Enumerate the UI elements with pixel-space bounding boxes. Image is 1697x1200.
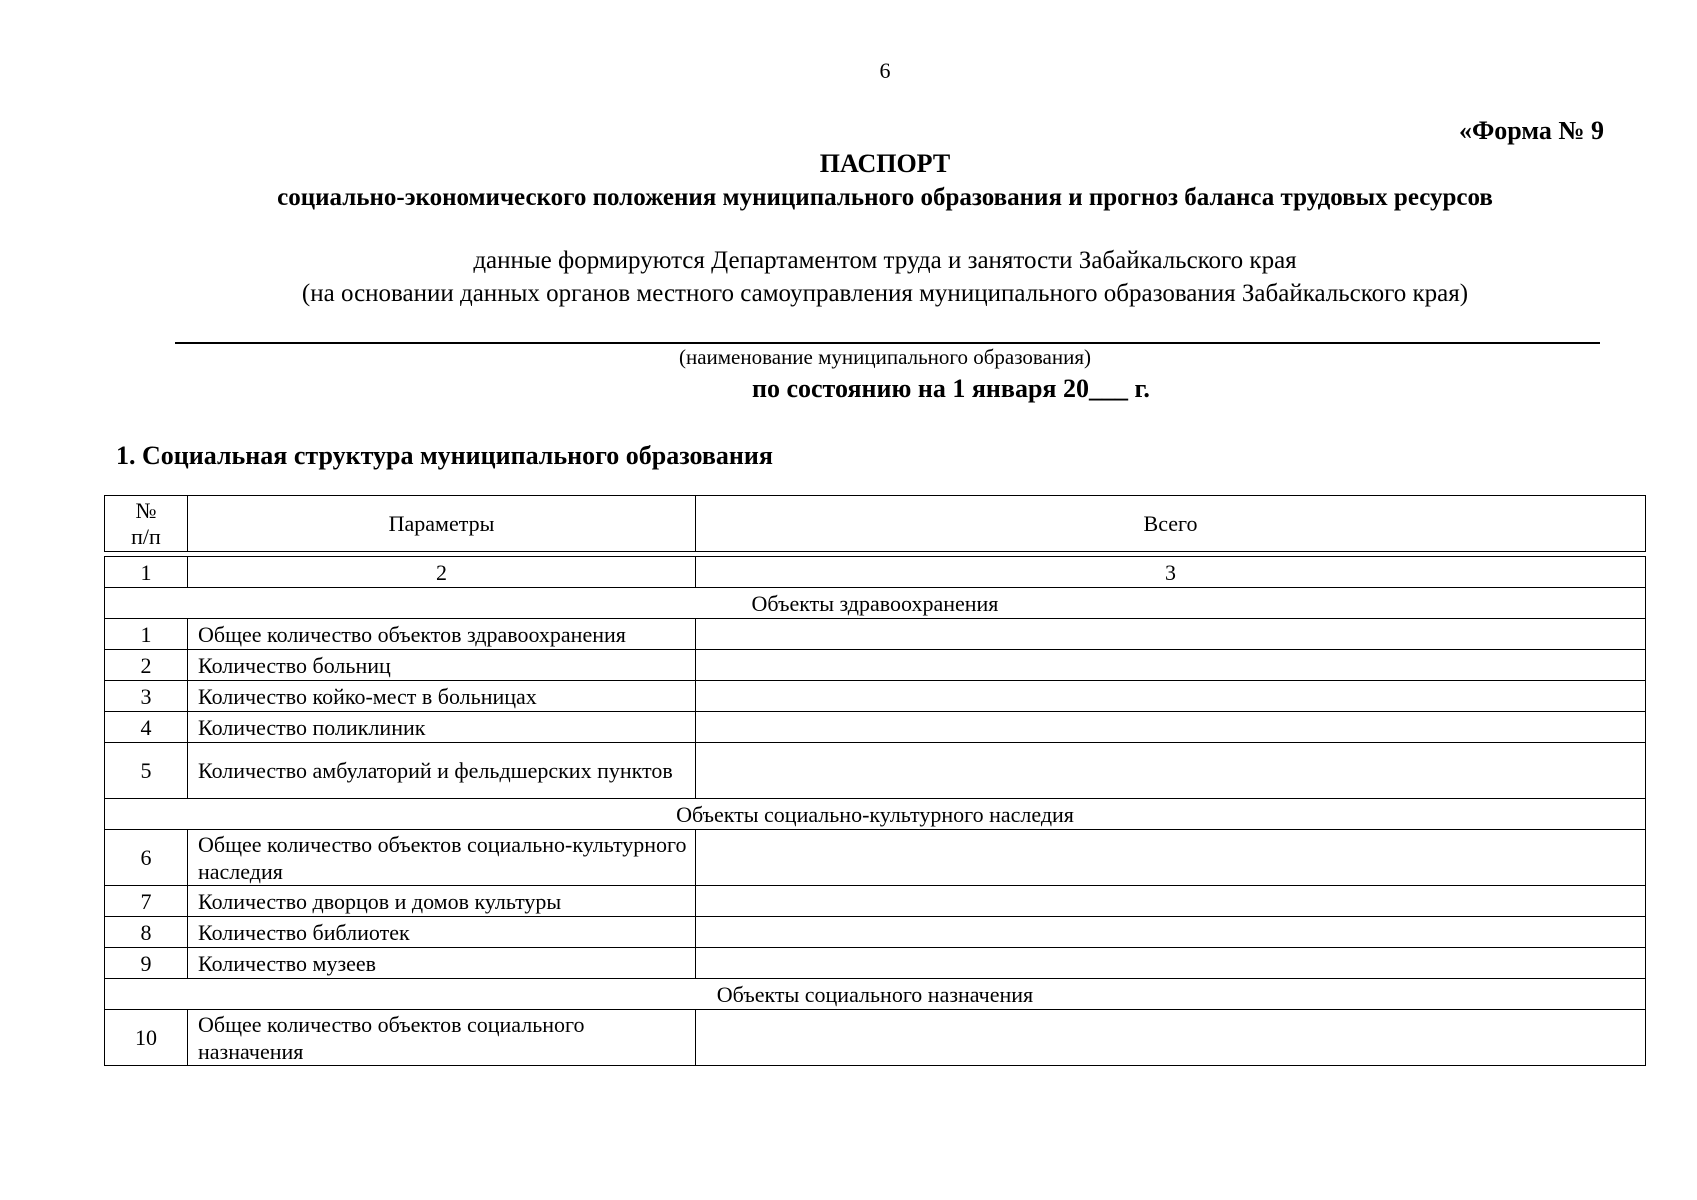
table-row — [105, 1010, 1646, 1066]
municipality-name-caption: (наименование муниципального образования) — [678, 345, 1092, 369]
header-num-line1: № — [135, 497, 157, 523]
row-total-value[interactable] — [696, 917, 1646, 948]
info-line-1: данные формируются Департаментом труда и занятости Забайкальского края — [473, 247, 1297, 274]
row-number: 8 — [105, 917, 188, 948]
municipality-name-line — [175, 342, 1600, 344]
table-header — [104, 495, 1646, 552]
table-row — [105, 917, 1646, 948]
table-row — [105, 681, 1646, 712]
section-title: 1. Социальная структура муниципального образования — [116, 441, 773, 470]
row-parameter: Количество амбулаторий и фельдшерских пунктов — [188, 743, 696, 799]
social-structure-table — [104, 556, 1646, 1066]
row-total-value[interactable] — [696, 830, 1646, 886]
row-total-value[interactable] — [696, 712, 1646, 743]
row-parameter: Количество библиотек — [188, 917, 696, 948]
group-header-row — [105, 588, 1646, 619]
row-total-value[interactable] — [696, 948, 1646, 979]
group-title: Объекты здравоохранения — [105, 588, 1646, 619]
info-line-2: (на основании данных органов местного самоуправления муниципального образования Забайкальского края) — [301, 280, 1469, 307]
header-row — [105, 496, 1646, 552]
row-total-value[interactable] — [696, 1010, 1646, 1066]
page-number: 6 — [879, 58, 891, 83]
row-number: 10 — [105, 1010, 188, 1066]
table-row — [105, 712, 1646, 743]
row-parameter: Общее количество объектов социально-культурного наследия — [188, 830, 696, 886]
column-number-cell: 3 — [696, 557, 1646, 588]
document-title: ПАСПОРТ — [819, 149, 951, 178]
row-parameter: Количество койко-мест в больницах — [188, 681, 696, 712]
document-subtitle: социально-экономического положения муниципального образования и прогноз баланса трудовых ресурсов — [277, 184, 1493, 211]
group-title: Объекты социального назначения — [105, 979, 1646, 1010]
row-parameter: Количество дворцов и домов культуры — [188, 886, 696, 917]
row-parameter: Количество музеев — [188, 948, 696, 979]
table-row — [105, 948, 1646, 979]
group-header-row — [105, 799, 1646, 830]
table-row — [105, 743, 1646, 799]
row-number: 6 — [105, 830, 188, 886]
row-number: 7 — [105, 886, 188, 917]
header-num-cell — [105, 496, 188, 552]
table-row — [105, 830, 1646, 886]
table-body — [105, 557, 1646, 1066]
row-total-value[interactable] — [696, 681, 1646, 712]
group-title: Объекты социально-культурного наследия — [105, 799, 1646, 830]
row-total-value[interactable] — [696, 650, 1646, 681]
row-number: 3 — [105, 681, 188, 712]
row-number: 9 — [105, 948, 188, 979]
header-total-cell: Всего — [696, 496, 1646, 552]
row-total-value[interactable] — [696, 886, 1646, 917]
table-row — [105, 650, 1646, 681]
table-row — [105, 886, 1646, 917]
table-row — [105, 619, 1646, 650]
group-header-row — [105, 979, 1646, 1010]
row-parameter: Количество больниц — [188, 650, 696, 681]
row-total-value[interactable] — [696, 619, 1646, 650]
column-number-cell: 2 — [188, 557, 696, 588]
row-parameter: Количество поликлиник — [188, 712, 696, 743]
row-parameter: Общее количество объектов социального назначения — [188, 1010, 696, 1066]
row-number: 4 — [105, 712, 188, 743]
column-number-cell: 1 — [105, 557, 188, 588]
header-num-line2: п/п — [131, 523, 161, 549]
row-parameter: Общее количество объектов здравоохранения — [188, 619, 696, 650]
row-number: 2 — [105, 650, 188, 681]
form-label: «Форма № 9 — [1458, 116, 1604, 145]
as-of-date: по состоянию на 1 января 20___ г. — [752, 374, 1150, 403]
row-total-value[interactable] — [696, 743, 1646, 799]
row-number: 5 — [105, 743, 188, 799]
row-number: 1 — [105, 619, 188, 650]
column-number-row — [105, 557, 1646, 588]
header-params-cell: Параметры — [188, 496, 696, 552]
